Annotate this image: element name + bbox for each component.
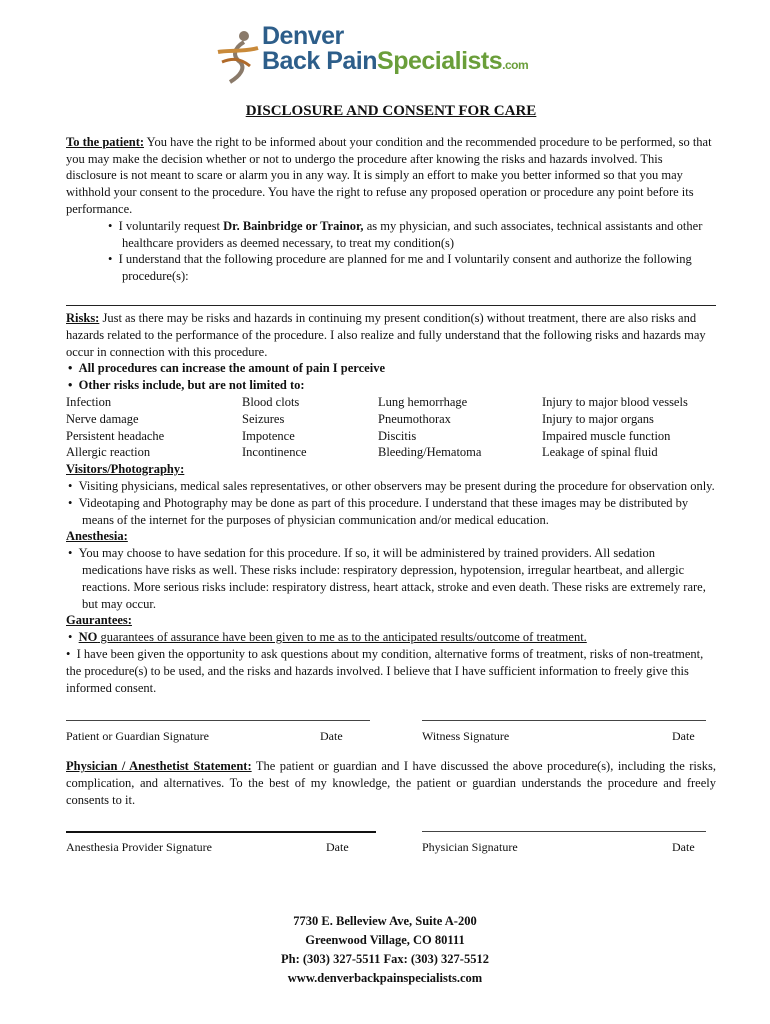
risk-grid: [66, 394, 716, 461]
list-item: • I have been given the opportunity to ask questions about my condition, alternative forms of treatment, risks of non-treatment, the procedure(s) to be used, and the risks and hazards involved. I believe that I have sufficient information to freely give this informed consent.: [66, 646, 704, 695]
spine-figure-icon: [210, 26, 260, 86]
footer-address: [0, 912, 770, 988]
anesthesia-signature-label: Anesthesia Provider Signature: [66, 839, 212, 854]
address-line: 7730 E. Belleview Ave, Suite A-200: [293, 914, 477, 928]
city-line: Greenwood Village, CO 80111: [305, 933, 465, 947]
procedure-line[interactable]: [66, 293, 716, 306]
risks-paragraph: Risks: Just as there may be risks and hazards in continuing my present condition(s) without treatment, there are also risks and hazards related to the performance of the procedure. I also realize and fully understand that the following risks and hazards may occur in connection with this procedure.: [66, 310, 706, 359]
anesthesia-signature-line[interactable]: [66, 831, 376, 833]
signature-row-2: [66, 821, 716, 855]
risk-item: Persistent headache: [66, 428, 165, 443]
risk-item: Leakage of spinal fluid: [542, 445, 658, 460]
witness-date-label: Date: [672, 729, 695, 744]
visitors-heading: Visitors/Photography:: [66, 462, 185, 477]
risk-item: Allergic reaction: [66, 445, 151, 460]
witness-signature-label: Witness Signature: [422, 729, 510, 744]
list-item: • I understand that the following procedure are planned for me and I voluntarily consent and authorize the following procedure(s):: [108, 252, 692, 284]
logo-line2: Back PainSpecialists.com: [262, 47, 529, 75]
logo: [210, 22, 570, 86]
signature-row-1: [66, 710, 716, 744]
logo-line1: Denver: [262, 22, 344, 50]
list-item: • NO guarantees of assurance have been given to me as to the anticipated results/outcome of treatment.: [68, 630, 587, 645]
patient-signature-line[interactable]: [66, 720, 370, 721]
page-title: DISCLOSURE AND CONSENT FOR CARE: [245, 103, 537, 119]
consent-document: [66, 103, 716, 855]
anesthesia-date-label: Date: [326, 839, 349, 854]
list-item: • Visiting physicians, medical sales representatives, or other observers may be present during the procedure for observation only.: [68, 478, 715, 493]
risk-item: Injury to major blood vessels: [542, 394, 688, 409]
risk-item: Incontinence: [242, 445, 307, 460]
witness-signature-line[interactable]: [422, 720, 706, 721]
physician-signature-label: Physician Signature: [422, 839, 518, 854]
patient-signature-label: Patient or Guardian Signature: [66, 729, 209, 744]
phone-line: Ph: (303) 327-5511 Fax: (303) 327-5512: [281, 952, 489, 966]
risk-item: Bleeding/Hematoma: [378, 445, 482, 460]
risk-item: Infection: [66, 394, 112, 409]
guarantees-heading: Gaurantees:: [66, 613, 132, 628]
intro-paragraph: To the patient: You have the right to be informed about your condition and the recommended procedure to be performed, so that you may make the decision whether or not to undergo the procedure after knowing the risks and hazards involved. This disclosure is not meant to scare or alarm you in any way. It is simply an effort to make you better informed so that you may withhold your consent to the procedure. You have the right to refuse any proposed operation or procedure any point before its performance.: [66, 134, 712, 216]
list-item: • Other risks include, but are not limited to:: [68, 378, 305, 393]
list-item: • Videotaping and Photography may be done as part of this procedure. I understand that these images may be distributed by means of the internet for the purposes of physician communication and/or medical education.: [68, 495, 689, 527]
risk-item: Impaired muscle function: [542, 428, 671, 443]
physician-statement: Physician / Anesthetist Statement: The patient or guardian and I have discussed the above procedure(s), including the risks, complication, and alternatives. To the best of my knowledge, the patient or guardian understands the procedure and freely consents to it.: [66, 759, 716, 807]
website-line: www.denverbackpainspecialists.com: [287, 971, 483, 985]
physician-signature-line[interactable]: [422, 831, 706, 832]
risk-item: Lung hemorrhage: [378, 394, 468, 409]
risk-item: Pneumothorax: [378, 411, 451, 426]
patient-date-label: Date: [320, 729, 343, 744]
anesthesia-heading: Anesthesia:: [66, 529, 128, 544]
risk-item: Seizures: [242, 411, 285, 426]
list-item: • I voluntarily request Dr. Bainbridge or Trainor, as my physician, and such associates, technical assistants and other healthcare providers as deemed necessary, to treat my condition(s): [108, 218, 703, 250]
risk-item: Discitis: [378, 428, 417, 443]
risk-item: Impotence: [242, 428, 295, 443]
risk-item: Injury to major organs: [542, 411, 654, 426]
list-item: • You may choose to have sedation for this procedure. If so, it will be administered by trained providers. All sedation medications have risks as well. These risks include: respiratory depression, hypotension, irregular heartbeat, and allergic reactions. More serious risks include: respiratory distress, heart attack, stroke and even death. These risks are extremely rare, but may occur.: [68, 546, 706, 611]
risk-item: Nerve damage: [66, 411, 139, 426]
list-item: • All procedures can increase the amount of pain I perceive: [68, 361, 385, 376]
physician-date-label: Date: [672, 839, 695, 854]
risk-item: Blood clots: [242, 394, 300, 409]
